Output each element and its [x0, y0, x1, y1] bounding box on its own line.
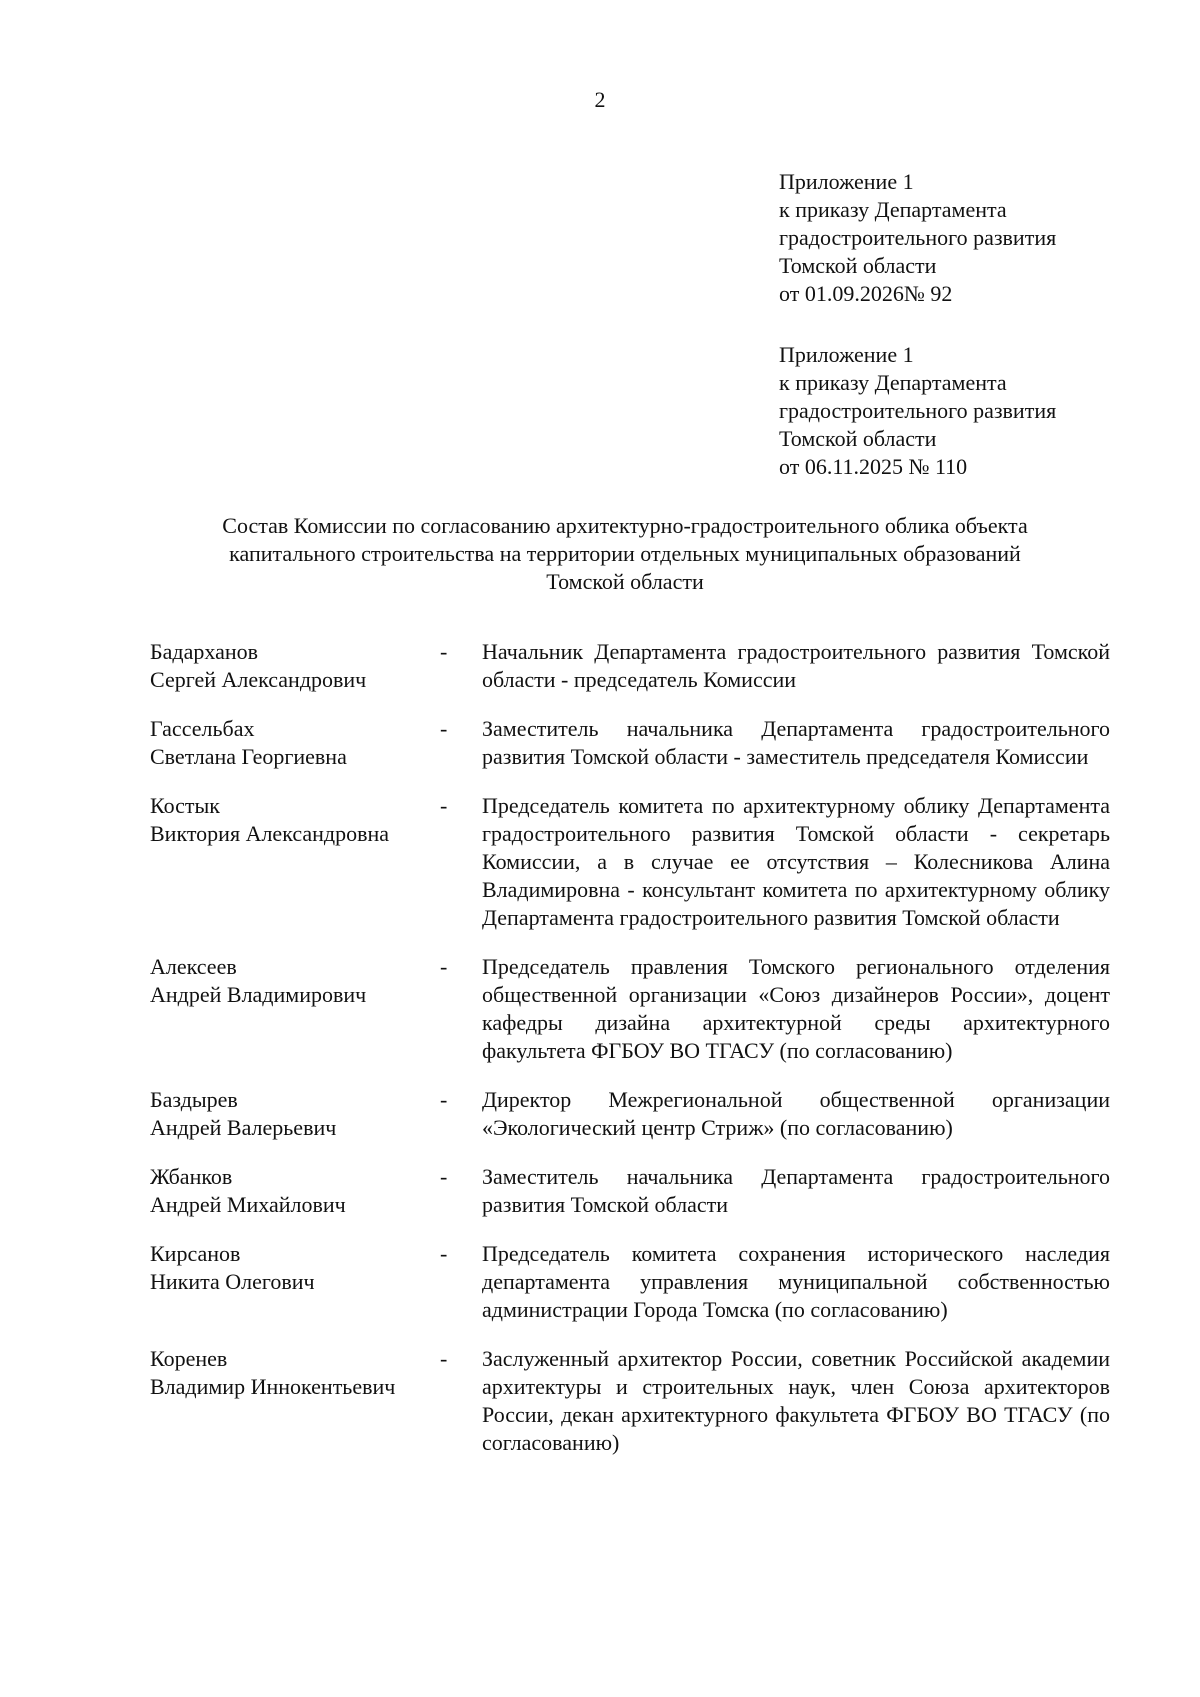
member-name [150, 1163, 440, 1219]
member-role: Начальник Департамента градостроительного развития Томской области - председатель Комиссии [482, 639, 1110, 692]
member-name [150, 1240, 440, 1324]
member-given-names: Светлана Георгиевна [150, 744, 347, 769]
member-entry [150, 638, 1110, 694]
member-given-names: Никита Олегович [150, 1269, 315, 1294]
member-name [150, 715, 440, 771]
member-name [150, 1345, 440, 1457]
member-surname: Гассельбах [150, 716, 255, 741]
member-role: Председатель комитета сохранения исторического наследия департамента управления муниципальной собственностью администрации Города Томска (по согласованию) [482, 1241, 1110, 1322]
appendix-line: градостроительного развития [779, 398, 1057, 423]
appendix-line: Приложение 1 [779, 342, 914, 367]
appendix-line: Томской области [779, 253, 937, 278]
member-surname: Костык [150, 793, 220, 818]
appendix-date-line: от 01.09.2026№ 92 [779, 281, 953, 306]
member-surname: Баздырев [150, 1087, 238, 1112]
member-name [150, 638, 440, 694]
member-given-names: Андрей Владимирович [150, 982, 367, 1007]
member-entry [150, 715, 1110, 771]
member-given-names: Виктория Александровна [150, 821, 390, 846]
member-surname: Бадарханов [150, 639, 258, 664]
appendix-line: к приказу Департамента [779, 370, 1007, 395]
appendix-line: Приложение 1 [779, 169, 914, 194]
member-role: Заместитель начальника Департамента градостроительного развития Томской области [482, 1164, 1110, 1217]
member-role: Заместитель начальника Департамента градостроительного развития Томской области - заместитель председателя Комиссии [482, 716, 1110, 769]
member-role: Председатель правления Томского регионального отделения общественной организации «Союз дизайнеров России», доцент кафедры дизайна архитектурной среды архитектурного факультета ФГБОУ ВО ТГАСУ (по согласованию) [482, 954, 1110, 1063]
appendix-line: градостроительного развития [779, 225, 1057, 250]
document-title [150, 512, 1100, 596]
title-line: капитального строительства на территории отдельных муниципальных образований [229, 541, 1021, 566]
appendix-line: к приказу Департамента [779, 197, 1007, 222]
member-entry [150, 1345, 1110, 1457]
member-surname: Коренев [150, 1346, 228, 1371]
member-given-names: Андрей Валерьевич [150, 1115, 337, 1140]
member-given-names: Андрей Михайлович [150, 1192, 346, 1217]
member-entry [150, 953, 1110, 1065]
title-line: Томской области [546, 569, 704, 594]
member-entry [150, 1086, 1110, 1142]
member-dash: - [440, 716, 448, 741]
appendix-block [779, 168, 1159, 308]
member-role: Заслуженный архитектор России, советник Российской академии архитектуры и строительных наук, член Союза архитекторов России, декан архитектурного факультета ФГБОУ ВО ТГАСУ (по согласованию) [482, 1346, 1110, 1455]
member-dash: - [440, 1164, 448, 1189]
member-dash: - [440, 1087, 448, 1112]
member-name [150, 792, 440, 932]
commission-member-list [150, 638, 1110, 1477]
member-dash: - [440, 1241, 448, 1266]
member-entry [150, 1240, 1110, 1324]
title-line: Состав Комиссии по согласованию архитектурно-градостроительного облика объекта [222, 513, 1028, 538]
appendix-line: Томской области [779, 426, 937, 451]
member-surname: Кирсанов [150, 1241, 241, 1266]
member-role: Директор Межрегиональной общественной организации «Экологический центр Стриж» (по согласованию) [482, 1087, 1110, 1140]
appendix-block [779, 341, 1159, 481]
member-given-names: Владимир Иннокентьевич [150, 1374, 396, 1399]
member-role: Председатель комитета по архитектурному облику Департамента градостроительного развития Томской области - секретарь Комиссии, а в случае ее отсутствия – Колесникова Алина Владимировна - консультант комитета по архитектурному облику Департамента градостроительного развития Томской области [482, 793, 1110, 930]
member-surname: Алексеев [150, 954, 237, 979]
member-dash: - [440, 639, 448, 664]
member-entry [150, 1163, 1110, 1219]
member-dash: - [440, 793, 448, 818]
member-entry [150, 792, 1110, 932]
page-number: 2 [594, 87, 606, 112]
member-name [150, 953, 440, 1065]
member-given-names: Сергей Александрович [150, 667, 367, 692]
member-dash: - [440, 954, 448, 979]
member-surname: Жбанков [150, 1164, 233, 1189]
appendix-date-line: от 06.11.2025 № 110 [779, 454, 968, 479]
member-dash: - [440, 1346, 448, 1371]
member-name [150, 1086, 440, 1142]
